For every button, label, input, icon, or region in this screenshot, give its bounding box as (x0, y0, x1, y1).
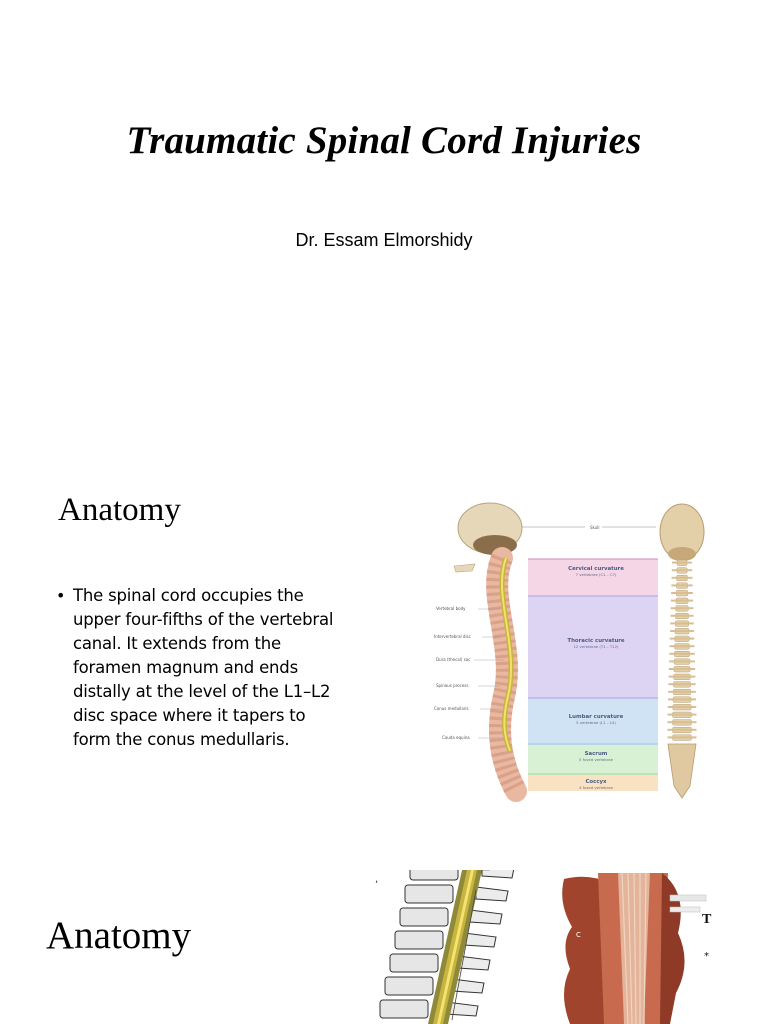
bullet-icon: • (56, 586, 66, 605)
author-name: Dr. Essam Elmorshidy (295, 230, 473, 250)
transverse-process-shape (672, 577, 693, 579)
region-sub-sacrum: 5 fused vertebrae (579, 757, 613, 762)
transverse-process-shape (669, 676, 696, 678)
spine-lateral-icon (497, 558, 516, 791)
label-vertebral-body: Vertebral body (436, 606, 466, 611)
region-label-cervical: Cervical curvature (568, 566, 624, 572)
vertebral-body-shape (395, 931, 443, 949)
transverse-process-shape (668, 729, 697, 731)
transverse-process-shape (668, 714, 697, 716)
transverse-process-shape (670, 622, 694, 624)
sagittal-spine-illustration (370, 870, 530, 1024)
vertebral-body-shape (380, 1000, 428, 1018)
title-slide (0, 0, 768, 440)
transverse-process-shape (670, 630, 694, 632)
vertebral-column-illustration (420, 496, 720, 808)
label-cauda-equina: Cauda equina (442, 735, 470, 740)
bullet-text: The spinal cord occupies the upper four-fifths of the vertebral canal. It extends from the foramen magnum and ends distally at the level of the L1–L2 disc space where it tapers to form the conus medullaris. (73, 586, 334, 749)
figure-glyph: T (702, 912, 712, 927)
transverse-process-shape (669, 668, 695, 670)
region-sub-coccyx: 4 fused vertebrae (579, 785, 613, 790)
dissection-photo (558, 873, 718, 1024)
label-conus-medullaris: Conus medullaris (434, 706, 469, 711)
vertebral-body-shape (390, 954, 438, 972)
transverse-process-shape (671, 592, 693, 594)
region-sub-thoracic: 12 vertebrae (T1 – T12) (573, 644, 619, 649)
spine-posterior-icon (668, 560, 697, 740)
vertebral-body-shape (400, 908, 448, 926)
figure-mark: * (704, 951, 709, 962)
transverse-process-shape (672, 569, 692, 571)
transverse-process-shape (668, 736, 697, 738)
skull-posterior-icon (660, 504, 704, 561)
label-spinous-process: Spinous process (436, 683, 469, 688)
spinous-process-shape (482, 870, 514, 878)
vertebral-body-shape (385, 977, 433, 995)
label-dura-sac: Dura (thecal) sac (436, 657, 471, 662)
anatomy-slide-2 (0, 835, 768, 1024)
slide-heading: Anatomy (46, 914, 192, 957)
slide-heading: Anatomy (58, 492, 181, 528)
transverse-process-shape (669, 653, 694, 655)
transverse-process-shape (668, 683, 695, 685)
transverse-process-shape (671, 600, 693, 602)
transverse-process-shape (670, 638, 695, 640)
region-label-coccyx: Coccyx (585, 779, 607, 785)
presentation-title: Traumatic Spinal Cord Injuries (126, 119, 642, 162)
vertebral-body-shape (410, 870, 458, 880)
transverse-process-shape (671, 584, 692, 586)
transverse-process-shape (668, 721, 697, 723)
anatomy-slide (0, 440, 768, 835)
bullet-item (56, 584, 346, 752)
transverse-process-shape (668, 691, 696, 693)
transverse-process-shape (669, 660, 695, 662)
transverse-process-shape (668, 698, 696, 700)
transverse-process-shape (670, 645, 695, 647)
svg-text:,: , (375, 874, 379, 885)
sacrum-icon (668, 744, 696, 798)
transverse-process-shape (670, 615, 693, 617)
vertebral-body-shape (405, 885, 453, 903)
transverse-process-shape (668, 706, 697, 708)
region-sub-lumbar: 5 vertebrae (L1 – L5) (576, 720, 616, 725)
label-intervertebral-disc: Intervertebral disc (434, 634, 471, 639)
region-label-thoracic: Thoracic curvature (567, 638, 625, 644)
svg-text:C: C (576, 931, 581, 939)
region-band-cervical (528, 559, 658, 595)
region-label-sacrum: Sacrum (584, 751, 608, 757)
region-label-lumbar: Lumbar curvature (568, 714, 624, 720)
transverse-process-shape (672, 562, 692, 564)
skull-label: Skull (590, 525, 600, 530)
region-sub-cervical: 7 vertebrae (C1 – C7) (575, 572, 617, 577)
transverse-process-shape (671, 607, 694, 609)
